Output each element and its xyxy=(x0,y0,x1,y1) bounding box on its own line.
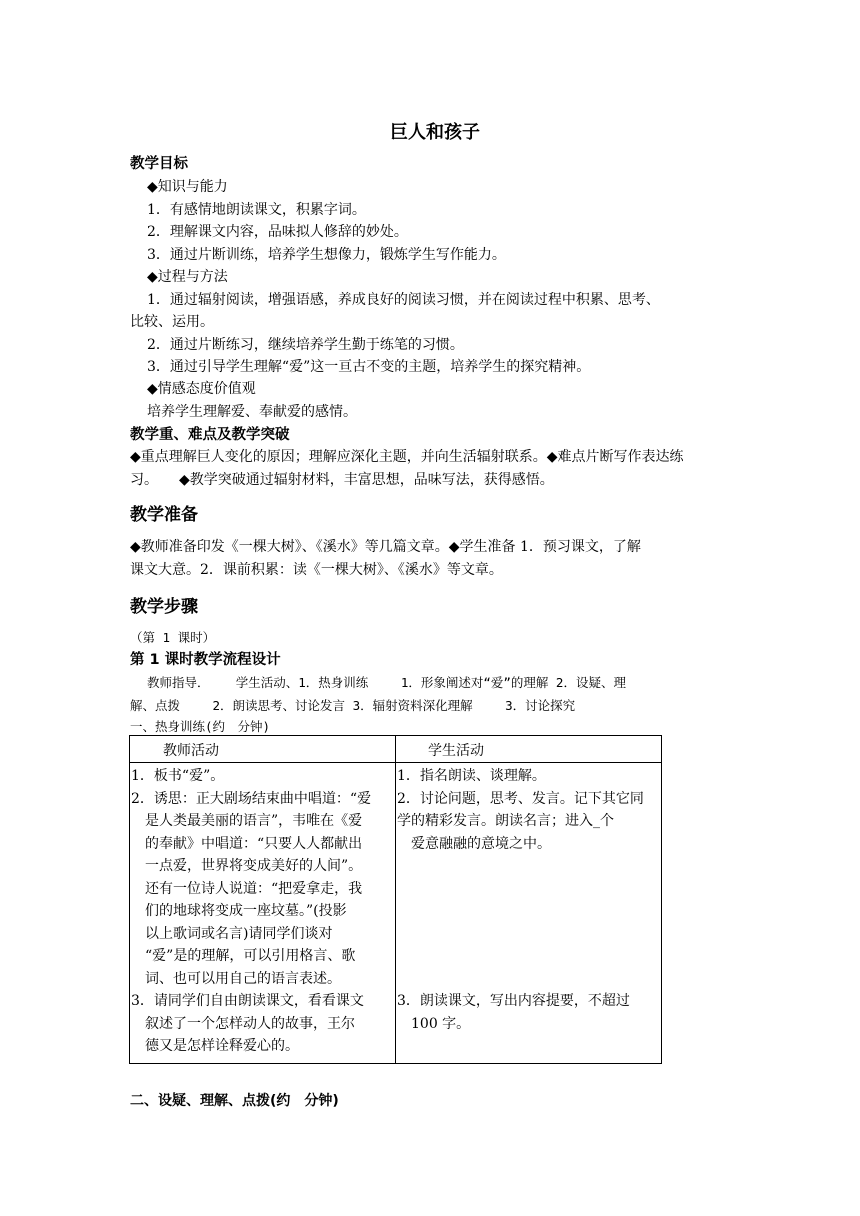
teacher-line: 们的地球将变成一座坟墓。”(投影 xyxy=(131,903,347,919)
table-border-middle xyxy=(395,735,396,1064)
teacher-line: 是人类最美丽的语言”，韦唯在《爱 xyxy=(131,813,363,829)
key-points-heading: 教学重、难点及教学突破 xyxy=(130,427,290,443)
key-points-line-1: ◆重点理解巨人变化的原因；理解应深化主题，并向生活辐射联系。◆难点片断写作表达练 xyxy=(130,449,684,465)
process-item-2: 2．通过片断练习，继续培养学生勤于练笔的习惯。 xyxy=(147,337,464,353)
table-border-right xyxy=(661,735,662,1064)
header-student-activity: 学生活动 xyxy=(428,743,484,759)
section-2-heading: 二、设疑、理解、点拨(约 分钟) xyxy=(130,1093,339,1109)
table-border-left xyxy=(129,735,130,1064)
goals-heading: 教学目标 xyxy=(130,156,188,172)
preparation-heading: 教学准备 xyxy=(130,505,198,525)
knowledge-item-1: 1．有感情地朗读课文，积累字词。 xyxy=(147,202,366,218)
flow-heading: 第 1 课时教学流程设计 xyxy=(130,652,281,668)
period-label: （第 1 课时） xyxy=(130,630,216,645)
preparation-line-2: 课文大意。2．课前积累：读《一棵大树》、《溪水》等文章。 xyxy=(130,562,503,578)
teacher-line: 词、也可以用自己的语言表述。 xyxy=(131,971,341,987)
student-line: 100 字。 xyxy=(397,1016,471,1032)
page-title: 巨人和孩子 xyxy=(390,122,480,143)
teacher-line: “爱”是的理解，可以引用格言、歌 xyxy=(131,948,356,964)
knowledge-label: ◆知识与能力 xyxy=(147,179,228,195)
teacher-line: 德又是怎样诠释爱心的。 xyxy=(131,1038,299,1054)
key-points-line-2: 习。 ◆教学突破通过辐射材料，丰富思想，品味写法，获得感悟。 xyxy=(130,472,554,488)
student-line: 爱意融融的意境之中。 xyxy=(397,836,551,852)
student-line: 3．朗读课文，写出内容提要，不超过 xyxy=(397,993,630,1009)
process-label: ◆过程与方法 xyxy=(147,269,228,285)
header-teacher-activity: 教师活动 xyxy=(163,743,219,759)
process-item-3: 3．通过引导学生理解“爱”这一亘古不变的主题，培养学生的探究精神。 xyxy=(147,359,591,375)
student-line: 1．指名朗读、谈理解。 xyxy=(397,768,546,784)
student-line: 2．讨论问题，思考、发言。记下其它同 xyxy=(397,791,644,807)
teacher-line: 还有一位诗人说道：“把爱拿走，我 xyxy=(131,881,363,897)
process-item-1-line-1: 1．通过辐射阅读，增强语感，养成良好的阅读习惯，并在阅读过程中积累、思考、 xyxy=(147,292,660,308)
activity-table xyxy=(129,735,662,1064)
knowledge-item-2: 2．理解课文内容，品味拟人修辞的妙处。 xyxy=(147,224,408,240)
knowledge-item-3: 3．通过片断训练，培养学生想像力，锻炼学生写作能力。 xyxy=(147,247,506,263)
warmup-heading: 一、热身训练(约 分钟) xyxy=(130,719,271,734)
emotion-label: ◆情感态度价值观 xyxy=(147,381,256,397)
preparation-line-1: ◆教师准备印发《一棵大树》、《溪水》等几篇文章。◆学生准备 1．预习课文，了解 xyxy=(130,539,641,555)
teacher-line: 2．诱思：正大剧场结束曲中唱道：“爱 xyxy=(131,791,372,807)
steps-heading: 教学步骤 xyxy=(130,597,198,617)
teacher-line: 1．板书“爱”。 xyxy=(131,768,225,784)
emotion-text: 培养学生理解爱、奉献爱的感情。 xyxy=(147,404,357,420)
student-line: 学的精彩发言。朗读名言；进入_个 xyxy=(397,813,614,829)
flow-line-1: 教师指导． 学生活动、1．热身训练 1．形象阐述对“爱”的理解 2．设疑、理 xyxy=(147,675,626,690)
flow-line-2: 解、点拨 2．朗读思考、讨论发言 3．辐射资料深化理解 3．讨论探究 xyxy=(130,698,576,713)
teacher-line: 叙述了一个怎样动人的故事，王尔 xyxy=(131,1016,355,1032)
teacher-line: 的奉献》中唱道：“只要人人都献出 xyxy=(131,836,363,852)
teacher-line: 一点爱，世界将变成美好的人间”。 xyxy=(131,858,363,874)
process-item-1-line-2: 比较、运用。 xyxy=(130,314,214,330)
teacher-line: 以上歌词或名言)请同学们谈对 xyxy=(131,926,333,942)
teacher-line: 3．请同学们自由朗读课文，看看课文 xyxy=(131,993,364,1009)
